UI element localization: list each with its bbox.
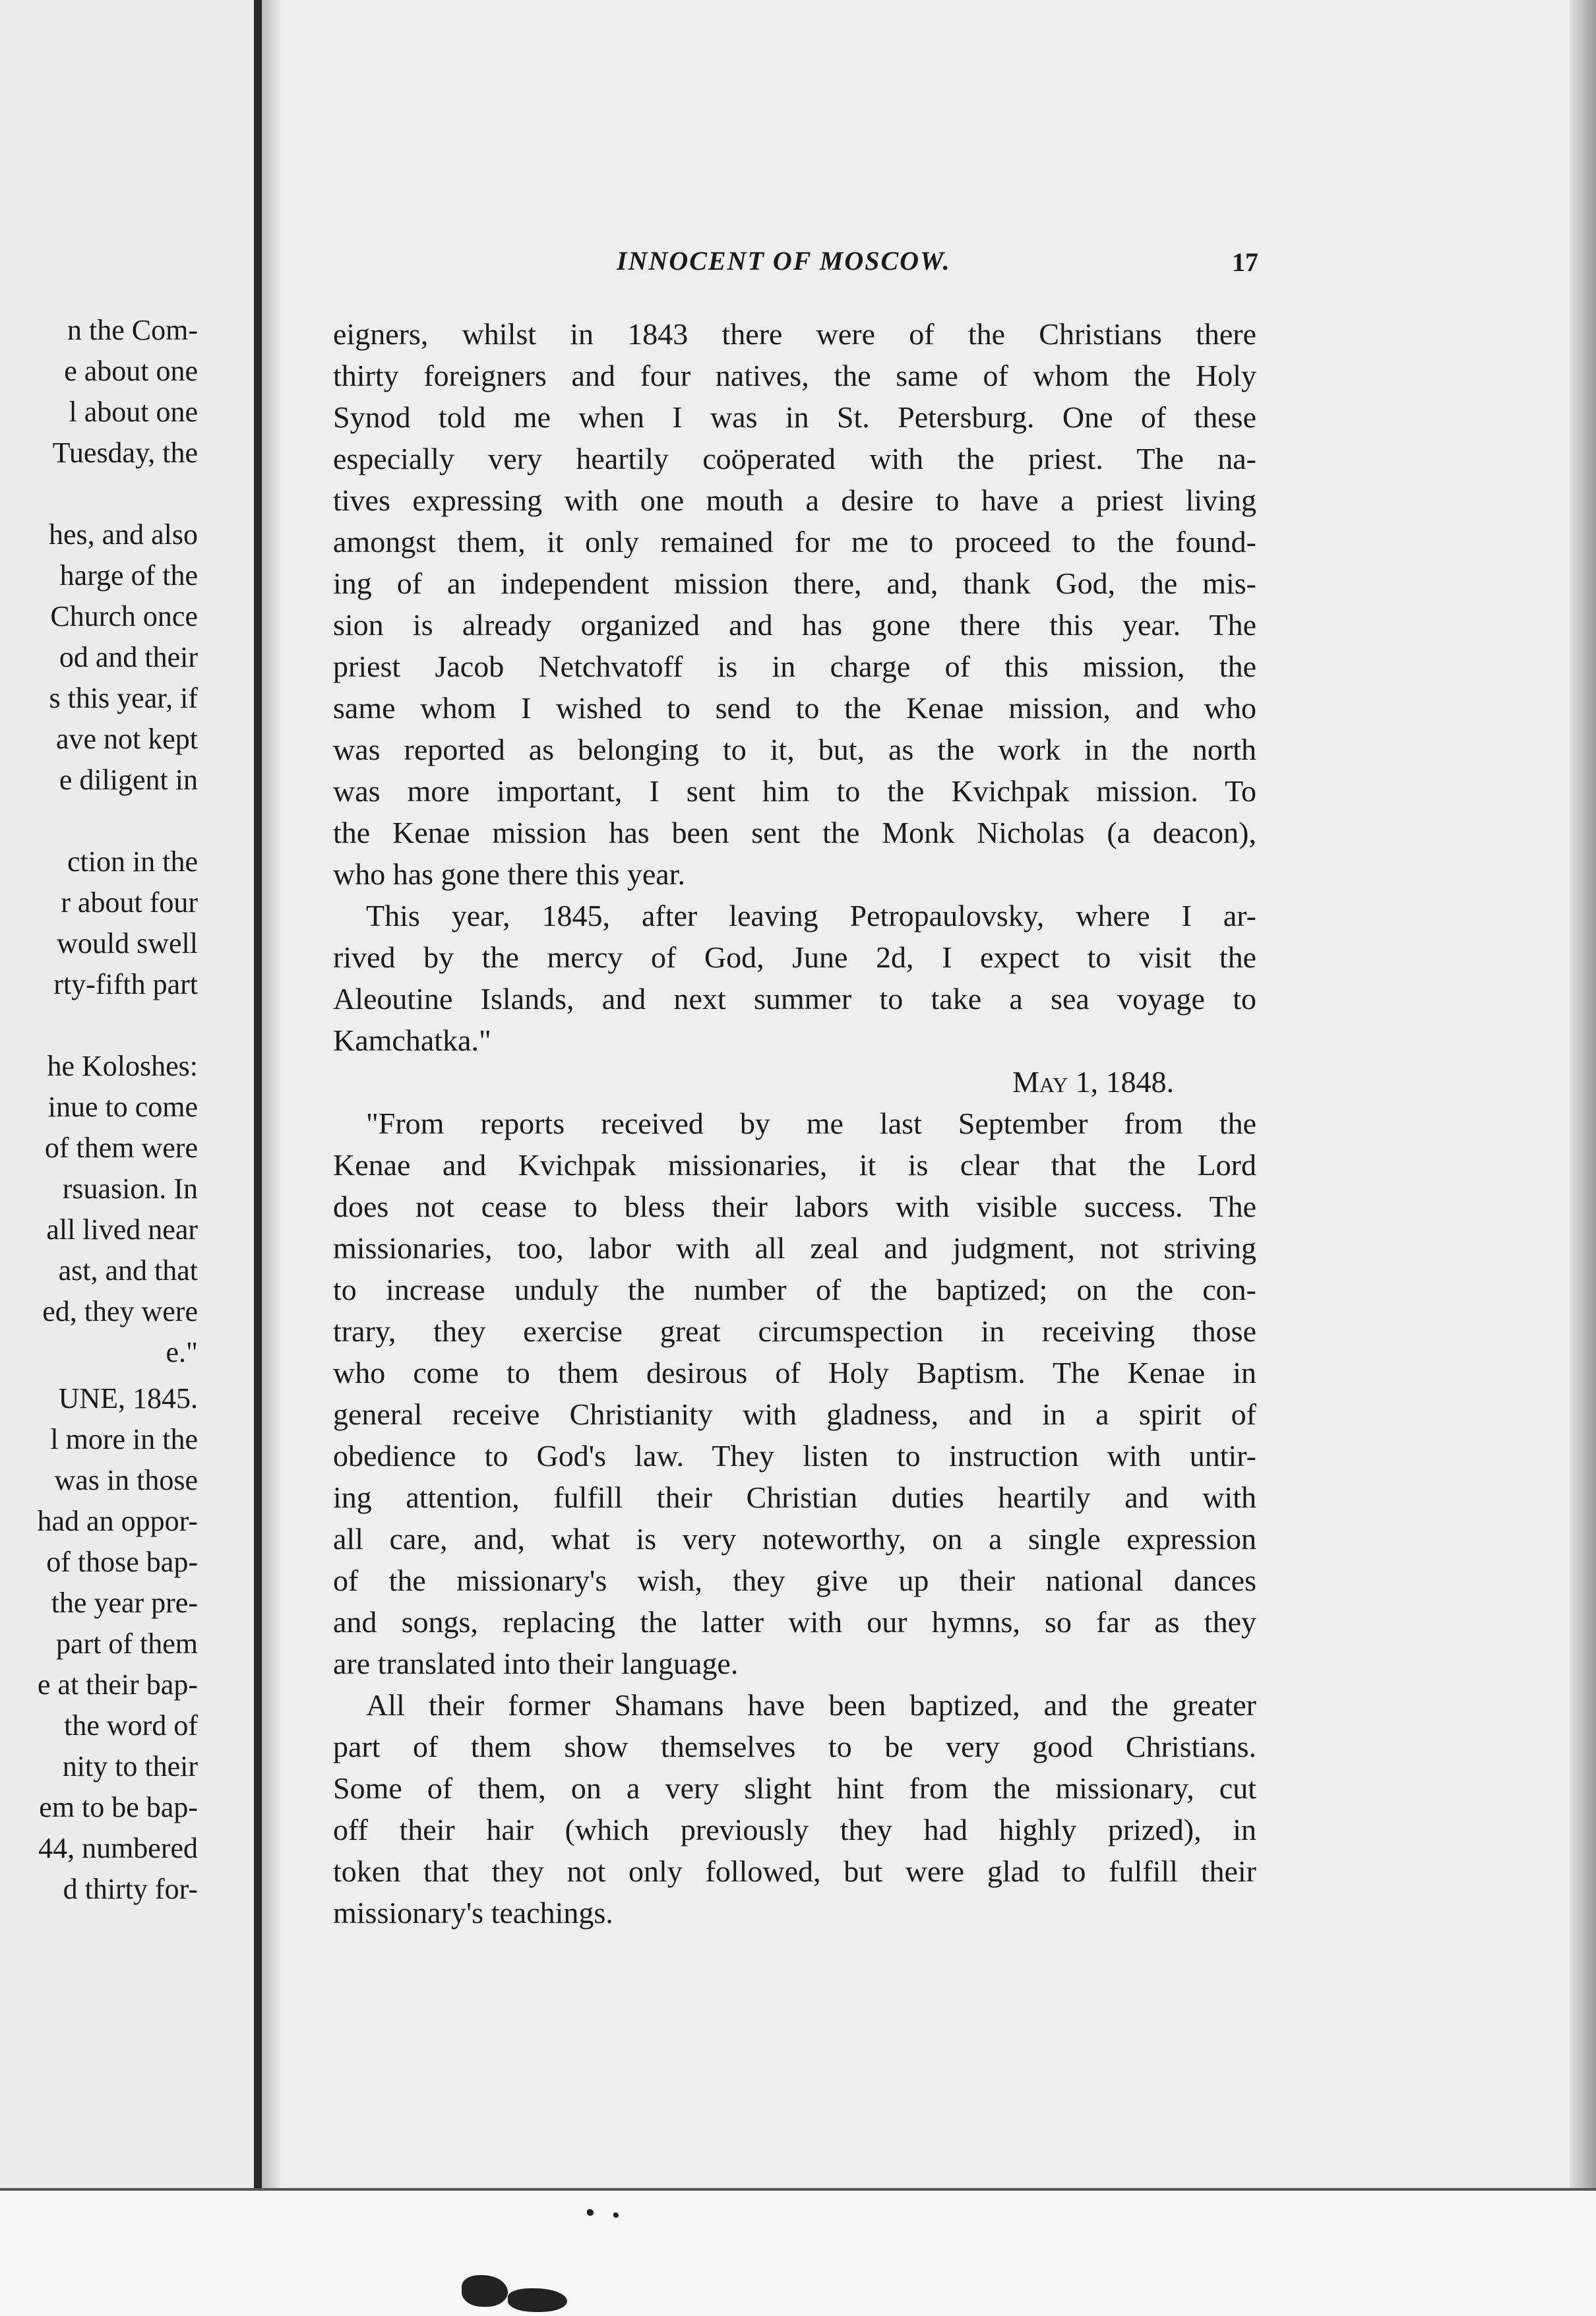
left-line: harge of the <box>59 559 198 592</box>
left-line: would swell <box>57 927 198 960</box>
left-facing-page <box>0 0 254 2316</box>
left-line: UNE, 1845. <box>58 1382 198 1415</box>
left-line: Tuesday, the <box>52 437 198 469</box>
page-edge-shadow <box>1570 0 1596 2316</box>
text-line: was reported as belonging to it, but, as the work in the north <box>333 733 1256 766</box>
page-number: 17 <box>1232 247 1258 277</box>
left-line: ction in the <box>67 845 198 878</box>
text-line: Synod told me when I was in St. Petersburg. One of these <box>333 400 1256 434</box>
text-line: ing of an independent mission there, and, thank God, the mis- <box>333 566 1256 600</box>
scan-margin <box>0 2191 1596 2316</box>
text-line: who has gone there this year. <box>333 857 685 891</box>
text-line: ing attention, fulfill their Christian duties heartily and with <box>333 1480 1256 1514</box>
left-line: ave not kept <box>55 723 198 755</box>
text-line: Kamchatka." <box>333 1023 491 1057</box>
text-line: was more important, I sent him to the Kvichpak mission. To <box>333 774 1256 808</box>
text-line: part of them show themselves to be very good Christians. <box>333 1730 1256 1763</box>
ink-dot <box>587 2209 594 2216</box>
text-line: are translated into their language. <box>333 1647 739 1680</box>
dateline: May 1, 1848. <box>1012 1065 1175 1099</box>
text-line: Some of them, on a very slight hint from the missionary, cut <box>333 1771 1256 1805</box>
text-line: Aleoutine Islands, and next summer to take a sea voyage to <box>333 982 1256 1016</box>
left-line: e diligent in <box>59 764 198 796</box>
text-line: priest Jacob Netchvatoff is in charge of this mission, the <box>333 650 1256 683</box>
text-line: token that they not only followed, but were glad to fulfill their <box>333 1854 1256 1888</box>
book-gutter <box>254 0 262 2316</box>
left-line: od and their <box>59 641 198 673</box>
text-line: especially very heartily coöperated with the priest. The na- <box>333 442 1256 475</box>
left-line: s this year, if <box>49 682 198 714</box>
text-line: who come to them desirous of Holy Baptism. The Kenae in <box>333 1356 1256 1389</box>
left-line: l more in the <box>50 1423 198 1455</box>
left-line: the year pre- <box>51 1587 198 1619</box>
left-line: of those bap- <box>46 1546 198 1578</box>
ink-blot <box>508 2288 567 2312</box>
left-line: had an oppor- <box>37 1505 198 1537</box>
text-line: tives expressing with one mouth a desire to have a priest living <box>333 483 1256 517</box>
left-line: hes, and also <box>48 518 198 551</box>
left-line: 44, numbered <box>38 1832 198 1864</box>
left-line: e." <box>166 1336 198 1368</box>
text-line: obedience to God's law. They listen to instruction with untir- <box>333 1439 1256 1473</box>
text-line: thirty foreigners and four natives, the same of whom the Holy <box>333 359 1256 392</box>
text-line: This year, 1845, after leaving Petropaulovsky, where I ar- <box>366 899 1256 932</box>
text-line: All their former Shamans have been baptized, and the greater <box>366 1688 1256 1722</box>
left-line: e about one <box>64 355 198 387</box>
text-line: general receive Christianity with gladness, and in a spirit of <box>333 1397 1256 1431</box>
ink-dot <box>613 2212 619 2218</box>
text-line: same whom I wished to send to the Kenae mission, and who <box>333 691 1256 725</box>
left-line: nity to their <box>62 1750 198 1783</box>
gutter-shadow <box>262 0 280 2316</box>
left-line: em to be bap- <box>39 1791 198 1823</box>
left-line: all lived near <box>46 1213 198 1246</box>
text-line: amongst them, it only remained for me to proceed to the found- <box>333 525 1256 559</box>
text-line: rived by the mercy of God, June 2d, I expect to visit the <box>333 940 1256 974</box>
left-line: part of them <box>55 1628 198 1660</box>
left-line: d thirty for- <box>63 1873 198 1905</box>
text-line: and songs, replacing the latter with our hymns, so far as they <box>333 1605 1256 1639</box>
left-line: Church once <box>50 600 198 632</box>
text-line: to increase unduly the number of the baptized; on the con- <box>333 1273 1256 1306</box>
left-line: the word of <box>64 1709 198 1742</box>
left-line: rty-fifth part <box>53 968 198 1000</box>
left-line: ast, and that <box>58 1254 198 1287</box>
left-line: was in those <box>54 1464 198 1496</box>
text-line: does not cease to bless their labors with visible success. The <box>333 1190 1256 1223</box>
left-line: rsuasion. In <box>62 1173 198 1205</box>
running-title: INNOCENT OF MOSCOW. <box>617 246 951 276</box>
text-line: of the missionary's wish, they give up their national dances <box>333 1564 1256 1597</box>
left-line: l about one <box>69 396 198 428</box>
text-line: "From reports received by me last September from the <box>366 1107 1256 1140</box>
left-line: e at their bap- <box>37 1668 198 1701</box>
text-line: missionaries, too, labor with all zeal and judgment, not striving <box>333 1231 1256 1265</box>
text-line: the Kenae mission has been sent the Monk Nicholas (a deacon), <box>333 816 1256 849</box>
left-line: inue to come <box>47 1091 198 1123</box>
text-line: missionary's teachings. <box>333 1896 613 1930</box>
text-line: trary, they exercise great circumspection in receiving those <box>333 1314 1256 1348</box>
text-line: all care, and, what is very noteworthy, on a single expression <box>333 1522 1256 1556</box>
text-line: eigners, whilst in 1843 there were of the Christians there <box>333 317 1256 351</box>
left-line: he Koloshes: <box>47 1050 198 1082</box>
text-line: sion is already organized and has gone there this year. The <box>333 608 1256 642</box>
left-line: n the Com- <box>67 314 198 346</box>
left-line: r about four <box>61 886 198 919</box>
left-line: ed, they were <box>42 1295 198 1327</box>
ink-blot <box>462 2275 508 2307</box>
text-line: Kenae and Kvichpak missionaries, it is clear that the Lord <box>333 1148 1256 1182</box>
left-line: of them were <box>44 1132 198 1164</box>
text-line: off their hair (which previously they had highly prized), in <box>333 1813 1256 1846</box>
